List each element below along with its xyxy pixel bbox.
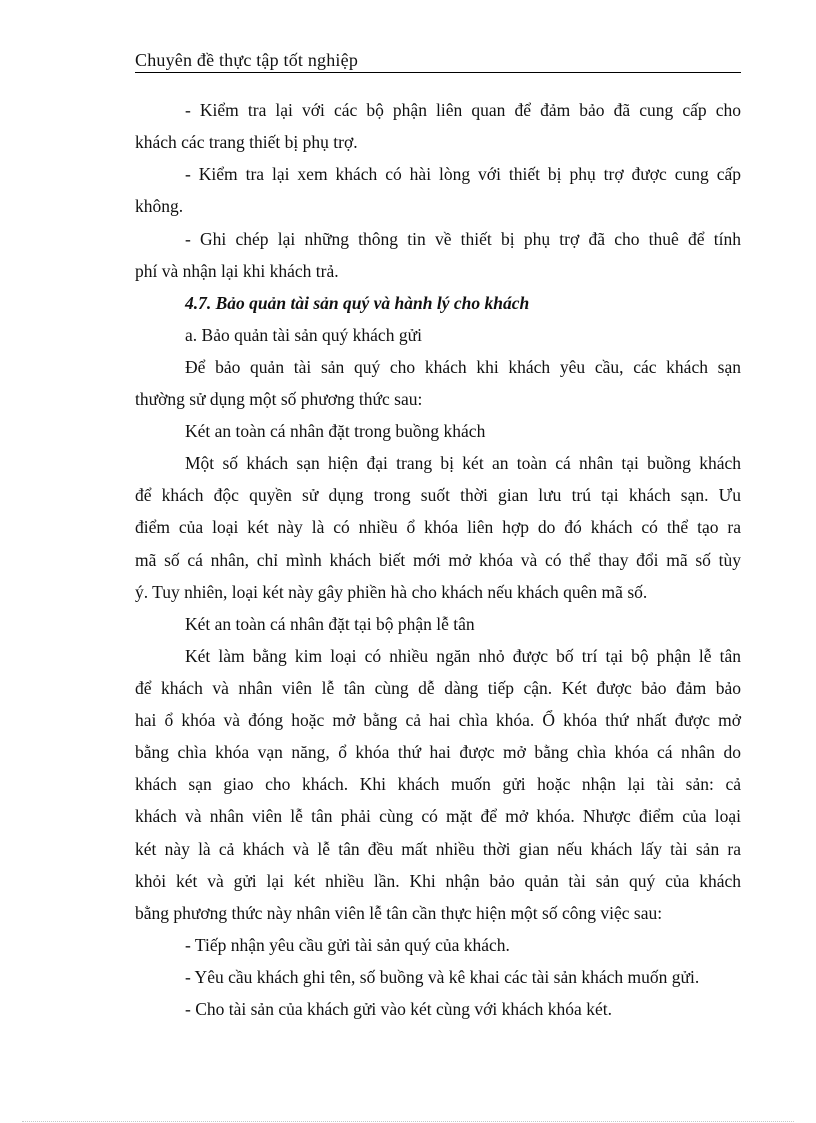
list-item: - Cho tài sản của khách gửi vào két cùng với khách khóa két.: [185, 999, 612, 1019]
text-line: phí và nhận lại khi khách trả.: [135, 261, 339, 281]
text-line: thường sử dụng một số phương thức sau:: [135, 389, 423, 409]
text-line: bằng chìa khóa vạn năng, ổ khóa thứ hai được mở bằng chìa khóa cá nhân do: [135, 742, 741, 762]
text-line: khách các trang thiết bị phụ trợ.: [135, 132, 358, 152]
list-item: - Tiếp nhận yêu cầu gửi tài sản quý của khách.: [185, 935, 510, 955]
text-line: - Kiểm tra lại với các bộ phận liên quan để đảm bảo đã cung cấp cho: [185, 100, 741, 120]
page-header: [135, 46, 741, 73]
page-bottom-border: [22, 1121, 794, 1122]
text-line: két này là cả khách và lễ tân đều mất nhiều thời gian nếu khách lấy tài sản ra: [135, 839, 741, 859]
text-line: bằng phương thức này nhân viên lễ tân cần thực hiện một số công việc sau:: [135, 903, 663, 923]
text-line: để khách độc quyền sử dụng trong suốt thời gian lưu trú tại khách sạn. Ưu: [135, 485, 741, 505]
subsection-title: a. Bảo quản tài sản quý khách gửi: [185, 325, 422, 345]
text-line: mã số cá nhân, chỉ mình khách biết mới mở khóa và có thể thay đổi mã số tùy: [135, 550, 741, 570]
method-title: Két an toàn cá nhân đặt trong buồng khách: [185, 421, 486, 441]
text-line: khách và nhân viên lễ tân phải cùng có mặt để mở khóa. Nhược điểm của loại: [135, 806, 741, 826]
text-line: Một số khách sạn hiện đại trang bị két an toàn cá nhân tại buồng khách: [185, 453, 741, 473]
text-line: khỏi két và gửi lại két nhiều lần. Khi nhận bảo quản tài sản quý của khách: [135, 871, 741, 891]
header-title: Chuyên đề thực tập tốt nghiệp: [135, 50, 359, 70]
text-line: - Ghi chép lại những thông tin về thiết bị phụ trợ đã cho thuê để tính: [185, 229, 741, 249]
list-item: - Yêu cầu khách ghi tên, số buồng và kê khai các tài sản khách muốn gửi.: [185, 967, 700, 987]
text-line: để khách và nhân viên lễ tân cùng dễ dàng tiếp cận. Két được bảo đảm bảo: [135, 678, 741, 698]
text-line: ý. Tuy nhiên, loại két này gây phiền hà cho khách nếu khách quên mã số.: [135, 582, 648, 602]
section-heading: 4.7. Bảo quản tài sản quý và hành lý cho khách: [185, 293, 530, 313]
text-line: hai ổ khóa và đóng hoặc mở bằng cả hai chìa khóa. Ổ khóa thứ nhất được mở: [135, 710, 741, 730]
text-line: Két làm bằng kim loại có nhiều ngăn nhỏ được bố trí tại bộ phận lễ tân: [185, 646, 741, 666]
text-line: - Kiểm tra lại xem khách có hài lòng với thiết bị phụ trợ được cung cấp: [185, 164, 741, 184]
text-line: không.: [135, 196, 184, 216]
text-line: khách sạn giao cho khách. Khi khách muốn gửi hoặc nhận lại tài sản: cả: [135, 774, 741, 794]
method-title: Két an toàn cá nhân đặt tại bộ phận lễ tân: [185, 614, 475, 634]
text-line: điểm của loại két này là có nhiều ổ khóa liên hợp do đó khách có thể tạo ra: [135, 517, 741, 537]
text-line: Để bảo quản tài sản quý cho khách khi khách yêu cầu, các khách sạn: [185, 357, 741, 377]
